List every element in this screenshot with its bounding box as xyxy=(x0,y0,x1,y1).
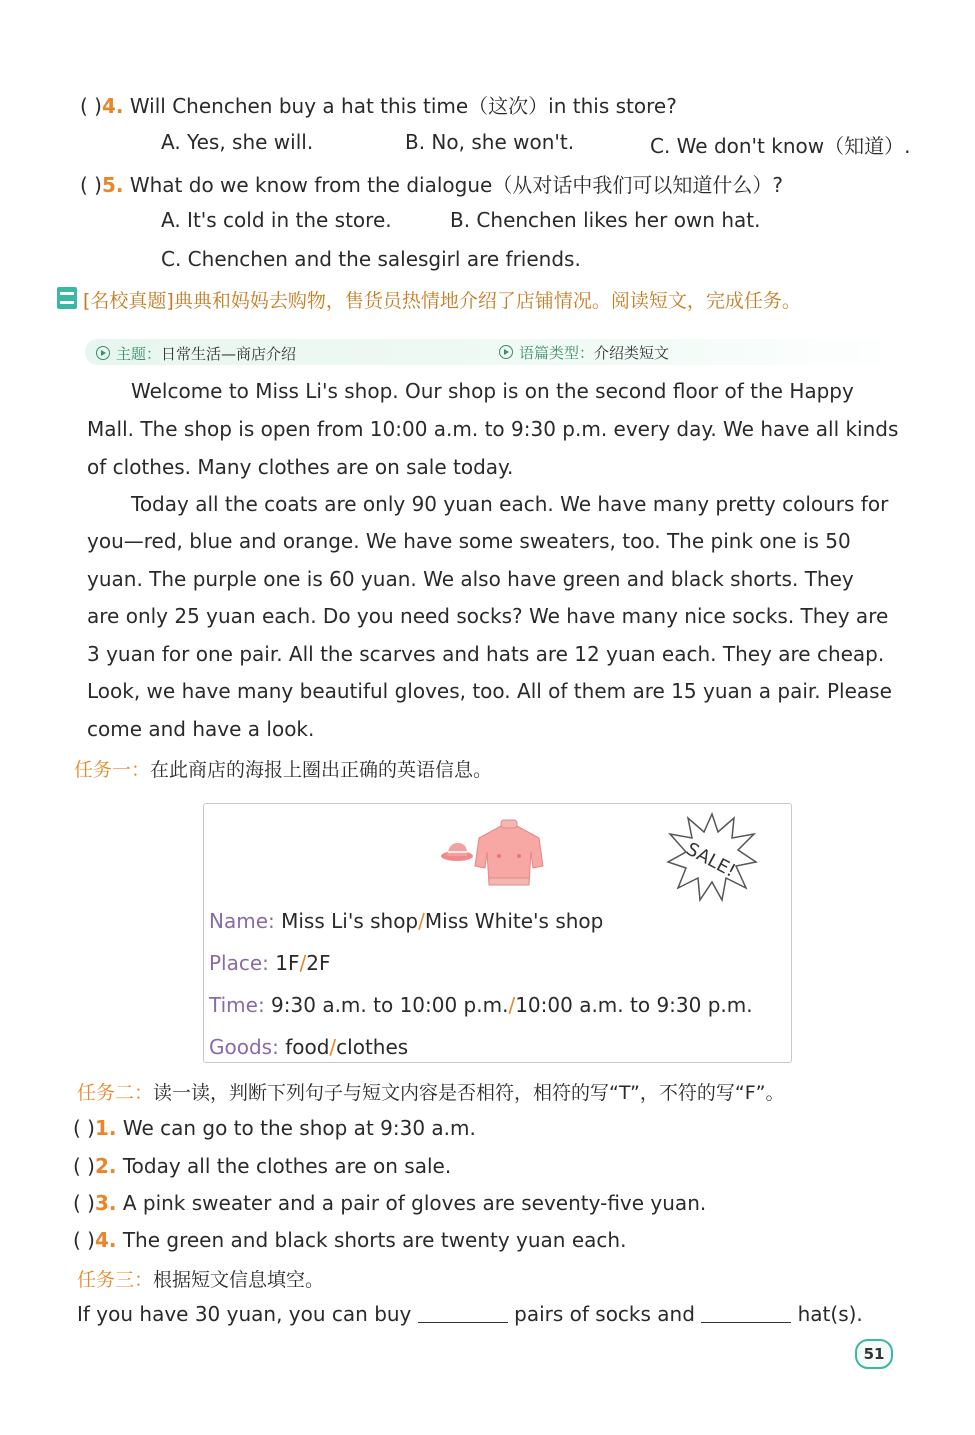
passage-line: Today all the coats are only 90 yuan each. We have many pretty colours for xyxy=(131,492,889,516)
answer-paren[interactable]: ( ) xyxy=(80,94,102,118)
page-number: 51 xyxy=(855,1339,893,1369)
answer-paren[interactable]: ( ) xyxy=(73,1154,95,1178)
item-number: 2. xyxy=(94,1154,117,1178)
item-text: Today all the clothes are on sale. xyxy=(122,1154,452,1178)
poster-row-name: Name: Miss Li's shop/Miss White's shop xyxy=(209,909,604,933)
item-text: A pink sweater and a pair of gloves are seventy-five yuan. xyxy=(122,1191,707,1215)
sale-text: SALE! xyxy=(682,838,740,882)
section-title: [名校真题]典典和妈妈去购物，售货员热情地介绍了店铺情况。阅读短文，完成任务。 xyxy=(83,290,801,312)
play-icon xyxy=(499,345,513,359)
question-text: Will Chenchen buy a hat this time（这次）in this store? xyxy=(129,94,677,118)
tf-item-4 xyxy=(73,1228,626,1252)
passage-line: are only 25 yuan each. Do you need socks? We have many nice socks. They are xyxy=(87,604,889,628)
item-number: 4. xyxy=(94,1228,117,1252)
task-1 xyxy=(74,755,492,782)
option-a: A. Yes, she will. xyxy=(161,130,314,154)
option-c: C. Chenchen and the salesgirl are friends. xyxy=(161,247,581,271)
option-c: C. We don't know（知道）. xyxy=(650,134,911,158)
passage-line: 3 yuan for one pair. All the scarves and hats are 12 yuan each. They are cheap. xyxy=(87,642,885,666)
question-number: 5. xyxy=(101,173,124,197)
answer-paren[interactable]: ( ) xyxy=(73,1191,95,1215)
choice-a[interactable]: food xyxy=(285,1035,330,1059)
answer-paren[interactable]: ( ) xyxy=(73,1228,95,1252)
item-number: 3. xyxy=(94,1191,117,1215)
item-text: The green and black shorts are twenty yuan each. xyxy=(122,1228,627,1252)
task-2 xyxy=(77,1078,785,1105)
row-label: Name: xyxy=(209,909,275,933)
item-text: We can go to the shop at 9:30 a.m. xyxy=(122,1116,476,1140)
row-label: Time: xyxy=(209,993,265,1017)
question-number: 4. xyxy=(101,94,124,118)
blank-hats[interactable] xyxy=(701,1304,791,1323)
question-5 xyxy=(80,169,783,198)
shop-poster xyxy=(203,803,792,1063)
row-label: Place: xyxy=(209,951,269,975)
passage-line: of clothes. Many clothes are on sale today. xyxy=(87,455,514,479)
task-text: 在此商店的海报上圈出正确的英语信息。 xyxy=(150,759,493,781)
passage-line: you—red, blue and orange. We have some sweaters, too. The pink one is 50 xyxy=(87,529,851,553)
passage-line: Welcome to Miss Li's shop. Our shop is on the second floor of the Happy xyxy=(131,379,854,403)
row-label: Goods: xyxy=(209,1035,279,1059)
poster-row-goods: Goods: food/clothes xyxy=(209,1035,409,1059)
task-text: 根据短文信息填空。 xyxy=(153,1269,325,1291)
question-text: What do we know from the dialogue（从对话中我们可以知道什么）? xyxy=(129,173,783,197)
task-label: 任务三： xyxy=(77,1269,154,1291)
play-icon xyxy=(96,346,110,360)
choice-a[interactable]: Miss Li's shop xyxy=(281,909,419,933)
sale-burst-icon xyxy=(666,812,758,904)
tf-item-1 xyxy=(73,1116,476,1140)
option-a: A. It's cold in the store. xyxy=(161,208,392,232)
passage-line: Mall. The shop is open from 10:00 a.m. to 9:30 p.m. every day. We have all kinds xyxy=(87,417,899,441)
genre-value: 介绍类短文 xyxy=(594,344,670,362)
choice-b[interactable]: clothes xyxy=(336,1035,409,1059)
choice-b[interactable]: 10:00 a.m. to 9:30 p.m. xyxy=(515,993,753,1017)
tf-item-3 xyxy=(73,1191,706,1215)
option-b: B. No, she won't. xyxy=(405,130,575,154)
poster-row-time: Time: 9:30 a.m. to 10:00 p.m./10:00 a.m. to 9:30 p.m. xyxy=(209,993,753,1017)
task-3 xyxy=(77,1265,324,1292)
choice-a[interactable]: 1F xyxy=(275,951,300,975)
poster-row-place: Place: 1F/2F xyxy=(209,951,331,975)
theme-value: 日常生活—商店介绍 xyxy=(161,345,297,363)
passage-line: yuan. The purple one is 60 yuan. We also have green and black shorts. They xyxy=(87,567,854,591)
tf-item-2 xyxy=(73,1154,451,1178)
choice-b[interactable]: 2F xyxy=(306,951,331,975)
choice-b[interactable]: Miss White's shop xyxy=(424,909,604,933)
task-label: 任务一： xyxy=(74,759,151,781)
option-b: B. Chenchen likes her own hat. xyxy=(450,208,761,232)
passage-line: Look, we have many beautiful gloves, too. All of them are 15 yuan a pair. Please xyxy=(87,679,892,703)
answer-paren[interactable]: ( ) xyxy=(80,173,102,197)
fill-in-sentence: If you have 30 yuan, you can buy pairs of socks and hat(s). xyxy=(77,1302,863,1326)
choice-a[interactable]: 9:30 a.m. to 10:00 p.m. xyxy=(271,993,509,1017)
passage-line: come and have a look. xyxy=(87,717,315,741)
task-label: 任务二： xyxy=(77,1082,154,1104)
blank-socks[interactable] xyxy=(418,1304,508,1323)
sweater-and-hat-icon xyxy=(439,816,559,896)
question-4 xyxy=(80,90,677,119)
section-three-icon xyxy=(57,287,77,309)
task-text: 读一读，判断下列句子与短文内容是否相符，相符的写“T”，不符的写“F”。 xyxy=(153,1082,785,1104)
genre-tag: 语篇类型：介绍类短文 xyxy=(499,342,669,363)
item-number: 1. xyxy=(94,1116,117,1140)
theme-tag: 主题：日常生活—商店介绍 xyxy=(96,343,296,364)
answer-paren[interactable]: ( ) xyxy=(73,1116,95,1140)
